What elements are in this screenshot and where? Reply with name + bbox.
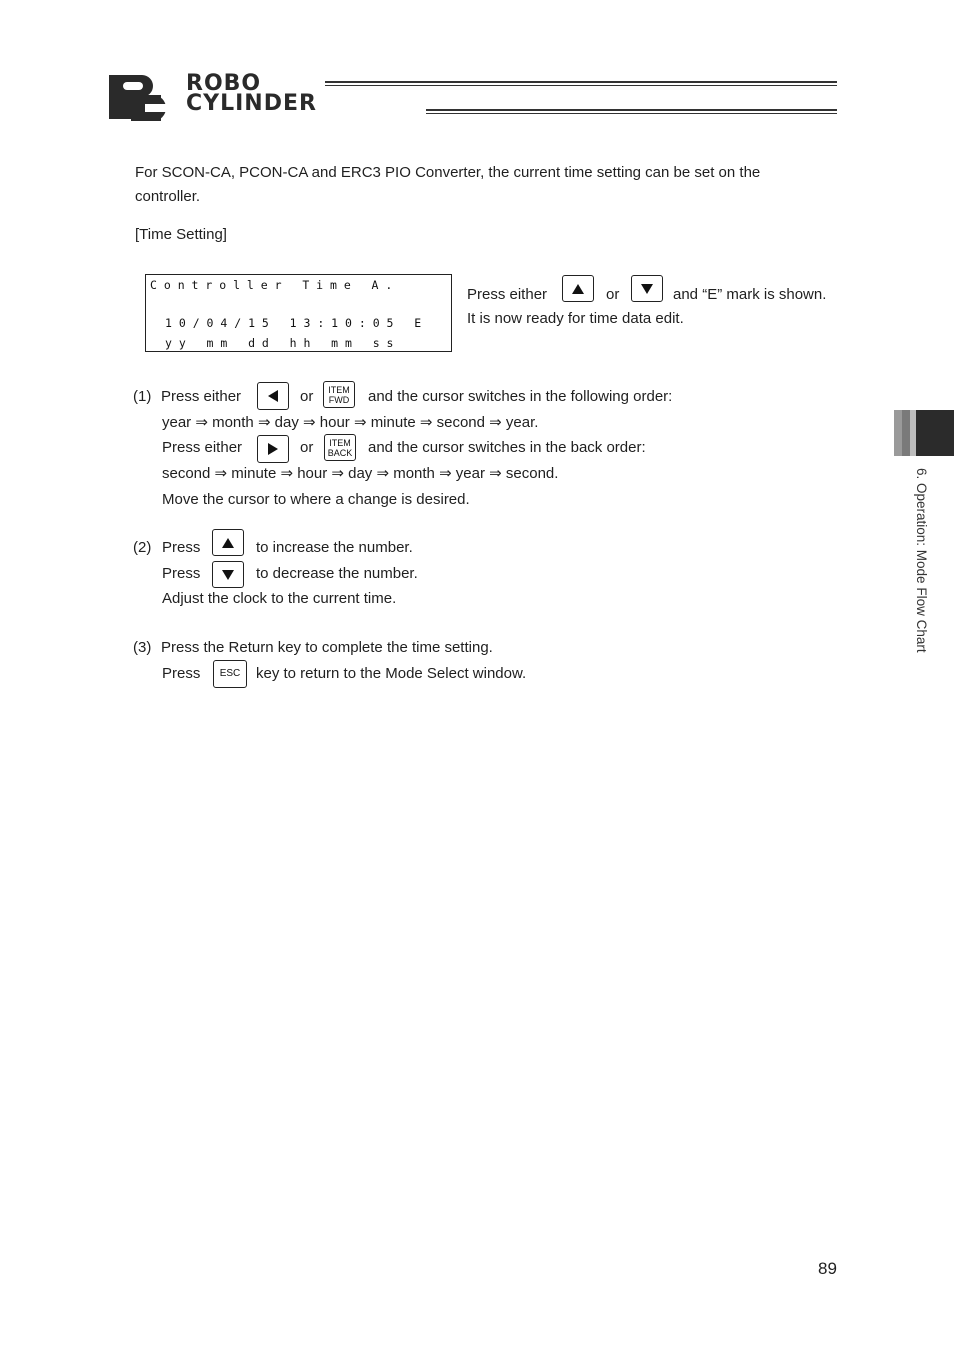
step-1-back-order: second ⇒ minute ⇒ hour ⇒ day ⇒ month ⇒ year ⇒ second. [162, 465, 559, 482]
step-1-move: Move the cursor to where a change is desired. [162, 491, 470, 508]
brand-robo: ROBO [186, 71, 262, 96]
down-arrow-key-step2 [212, 561, 244, 588]
lcd-line-3: y y m m d d h h m m s s [165, 336, 394, 350]
intro-line-2: controller. [135, 188, 201, 205]
chapter-tab-marker [894, 410, 954, 456]
down-arrow-key-icon [222, 570, 234, 580]
step-2-number: (2) [133, 539, 152, 556]
step-3-press: Press [162, 665, 201, 682]
robo-cylinder-logo-badge [107, 72, 182, 122]
step-3-line-1: Press the Return key to complete the time setting. [161, 639, 493, 656]
step-2-press-up: Press [162, 539, 201, 556]
chapter-tab-label: 6. Operation: Mode Flow Chart [914, 468, 929, 653]
up-arrow-key-icon [222, 538, 234, 548]
left-arrow-key-icon [268, 390, 278, 402]
step-2-adjust: Adjust the clock to the current time. [162, 590, 397, 607]
lcd-line-1: C o n t r o l l e r T i m e A . [150, 278, 393, 292]
right-arrow-key [257, 435, 289, 463]
step-2-up-tail: to increase the number. [256, 539, 413, 556]
brand-cylinder: CYLINDER [186, 91, 317, 116]
up-arrow-key [562, 275, 594, 302]
up-arrow-key-step2 [212, 529, 244, 556]
intro-line-1: For SCON-CA, PCON-CA and ERC3 PIO Converter, the current time setting can be set on the [135, 164, 761, 181]
note-tail: and “E” mark is shown. [673, 286, 827, 303]
note-line-2: It is now ready for time data edit. [467, 310, 684, 327]
step-1-fwd-tail: and the cursor switches in the following order: [368, 388, 673, 405]
item-fwd-key [323, 381, 355, 408]
step-1-press-either: Press either [161, 388, 242, 405]
lcd-line-2: 1 0 / 0 4 / 1 5 1 3 : 1 0 : 0 5 E [165, 316, 422, 330]
header-rule-top [325, 81, 837, 86]
lcd-display [145, 274, 452, 352]
esc-key-label: ESC [219, 668, 241, 679]
esc-key [213, 660, 247, 688]
step-2-press-down: Press [162, 565, 201, 582]
item-back-key [324, 434, 356, 461]
page-number: 89 [818, 1259, 837, 1278]
left-arrow-key [257, 382, 289, 410]
note-press-either: Press either [467, 286, 548, 303]
item-fwd-key-top: ITEM [328, 384, 350, 395]
section-label: [Time Setting] [135, 226, 227, 243]
right-arrow-key-icon [268, 443, 278, 455]
step-1-press-either-2: Press either [162, 439, 243, 456]
step-1-or: or [300, 388, 314, 405]
step-3-number: (3) [133, 639, 152, 656]
step-1-fwd-order: year ⇒ month ⇒ day ⇒ hour ⇒ minute ⇒ second ⇒ year. [162, 414, 539, 431]
step-1-or-2: or [300, 439, 314, 456]
item-fwd-key-bottom: FWD [328, 394, 350, 405]
header-rule-bottom [426, 109, 837, 114]
step-3-esc-tail: key to return to the Mode Select window. [256, 665, 527, 682]
step-1-number: (1) [133, 388, 152, 405]
step-1-back-tail: and the cursor switches in the back order: [368, 439, 646, 456]
up-arrow-key-icon [572, 284, 584, 294]
item-back-key-top: ITEM [329, 437, 351, 448]
note-or: or [606, 286, 620, 303]
down-arrow-key [631, 275, 663, 302]
down-arrow-key-icon [641, 284, 653, 294]
step-2-down-tail: to decrease the number. [256, 565, 418, 582]
item-back-key-bottom: BACK [327, 447, 353, 458]
